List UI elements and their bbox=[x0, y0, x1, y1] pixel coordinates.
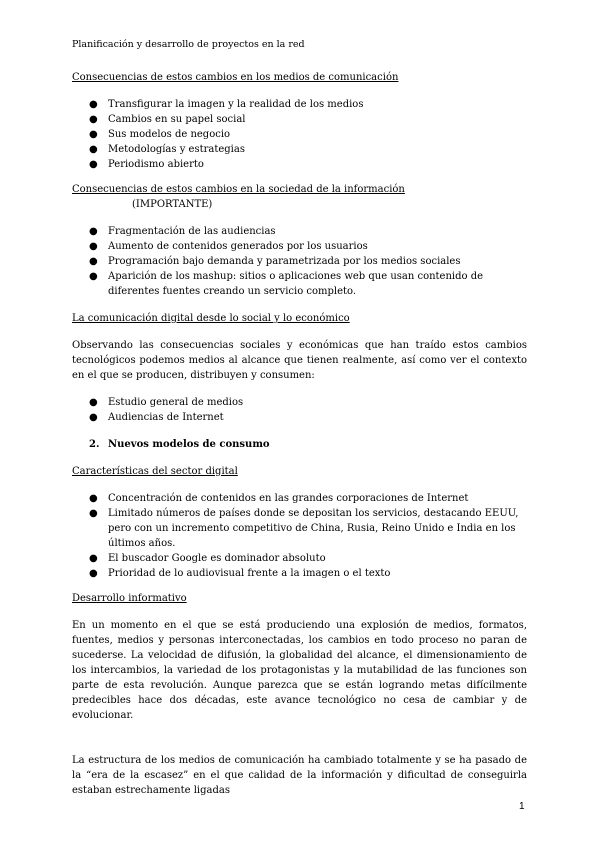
list-item: ● Aparición de los mashup: sitios o aplicaciones web que usan contenido de diferentes fuentes creando un servicio completo. bbox=[89, 271, 484, 297]
informative-development-paragraph: En un momento en el que se está produciendo una explosión de medios, formatos, fuentes, medios y personas interconectadas, los cambios en todo proceso no paran de sucederse. La velocidad de difusión, la globalidad del alcance, el dimensionamiento de los intercambios, la variedad de los protagonistas y la mutabilidad de las funciones son parte de esta revolución. Aunque parezca que se están logrando metas difícilmente predecibles hace dos décadas, este avance tecnológico no cesa de cambiar y de evolucionar. bbox=[72, 620, 527, 721]
media-structure-paragraph: La estructura de los medios de comunicación ha cambiado totalmente y se ha pasado de la “era de la escasez” en el que calidad de la información y dificultad de conseguirla estaban estrechamente ligadas bbox=[72, 755, 527, 796]
list-item: ● Transfigurar la imagen y la realidad de los medios bbox=[89, 99, 364, 110]
heading-title: Nuevos modelos de consumo bbox=[108, 439, 270, 450]
list-item: ● Periodismo abierto bbox=[89, 159, 204, 170]
list-item: ● Programación bajo demanda y parametrizada por los medios sociales bbox=[89, 256, 461, 267]
page-content bbox=[72, 70, 527, 798]
bullet-icon: ● bbox=[89, 568, 98, 579]
bullet-icon: ● bbox=[89, 397, 98, 408]
list-item: ● Limitado números de países donde se depositan los servicios, destacando EEUU, pero con un incremento competitivo de China, Rusia, Reino Unido e India en los últimos años. bbox=[89, 508, 519, 549]
bullet-icon: ● bbox=[89, 226, 98, 237]
bullet-icon: ● bbox=[89, 271, 98, 282]
list-item: ● Cambios en su papel social bbox=[89, 114, 246, 125]
list-item: ● Fragmentación de las audiencias bbox=[89, 226, 276, 237]
media-consequences-list bbox=[72, 97, 527, 172]
page-number: 1 bbox=[519, 801, 525, 812]
media-study-list bbox=[72, 395, 527, 425]
section-heading-digital-sector: Características del sector digital bbox=[72, 466, 238, 477]
list-item: ● Audiencias de Internet bbox=[89, 412, 224, 423]
section-heading-society: Consecuencias de estos cambios en la sociedad de la información bbox=[72, 184, 405, 195]
digital-sector-list bbox=[72, 491, 527, 581]
society-consequences-list bbox=[72, 224, 527, 299]
list-item: ● Sus modelos de negocio bbox=[89, 129, 231, 140]
bullet-icon: ● bbox=[89, 114, 98, 125]
bullet-icon: ● bbox=[89, 256, 98, 267]
bullet-icon: ● bbox=[89, 241, 98, 252]
section-heading-informative-development: Desarrollo informativo bbox=[72, 593, 187, 604]
list-item: ● Estudio general de medios bbox=[89, 397, 244, 408]
bullet-icon: ● bbox=[89, 99, 98, 110]
bullet-icon: ● bbox=[89, 493, 98, 504]
bullet-icon: ● bbox=[89, 129, 98, 140]
section-heading-media: Consecuencias de estos cambios en los medios de comunicación bbox=[72, 72, 399, 83]
numbered-heading bbox=[72, 437, 527, 452]
heading-number: 2. bbox=[89, 439, 100, 450]
page-header: Planificación y desarrollo de proyectos en la red bbox=[72, 39, 305, 50]
bullet-icon: ● bbox=[89, 412, 98, 423]
list-item: ● El buscador Google es dominador absoluto bbox=[89, 553, 326, 564]
list-item: ● Aumento de contenidos generados por los usuarios bbox=[89, 241, 368, 252]
list-item: ● Concentración de contenidos en las grandes corporaciones de Internet bbox=[89, 493, 469, 504]
bullet-icon: ● bbox=[89, 553, 98, 564]
digital-communication-paragraph: Observando las consecuencias sociales y económicas que han traído estos cambios tecnológicos podemos medios al alcance que tienen realmente, así como ver el contexto en el que se producen, distribuyen y consumen: bbox=[72, 340, 527, 381]
section-heading-digital-communication: La comunicación digital desde lo social y lo económico bbox=[72, 313, 350, 324]
list-item: ● Metodologías y estrategias bbox=[89, 144, 245, 155]
bullet-icon: ● bbox=[89, 144, 98, 155]
bullet-icon: ● bbox=[89, 159, 98, 170]
importance-note: (IMPORTANTE) bbox=[132, 199, 213, 210]
section-heading-society-row bbox=[72, 182, 527, 212]
list-item: ● Prioridad de lo audiovisual frente a la imagen o el texto bbox=[89, 568, 391, 579]
bullet-icon: ● bbox=[89, 508, 98, 519]
